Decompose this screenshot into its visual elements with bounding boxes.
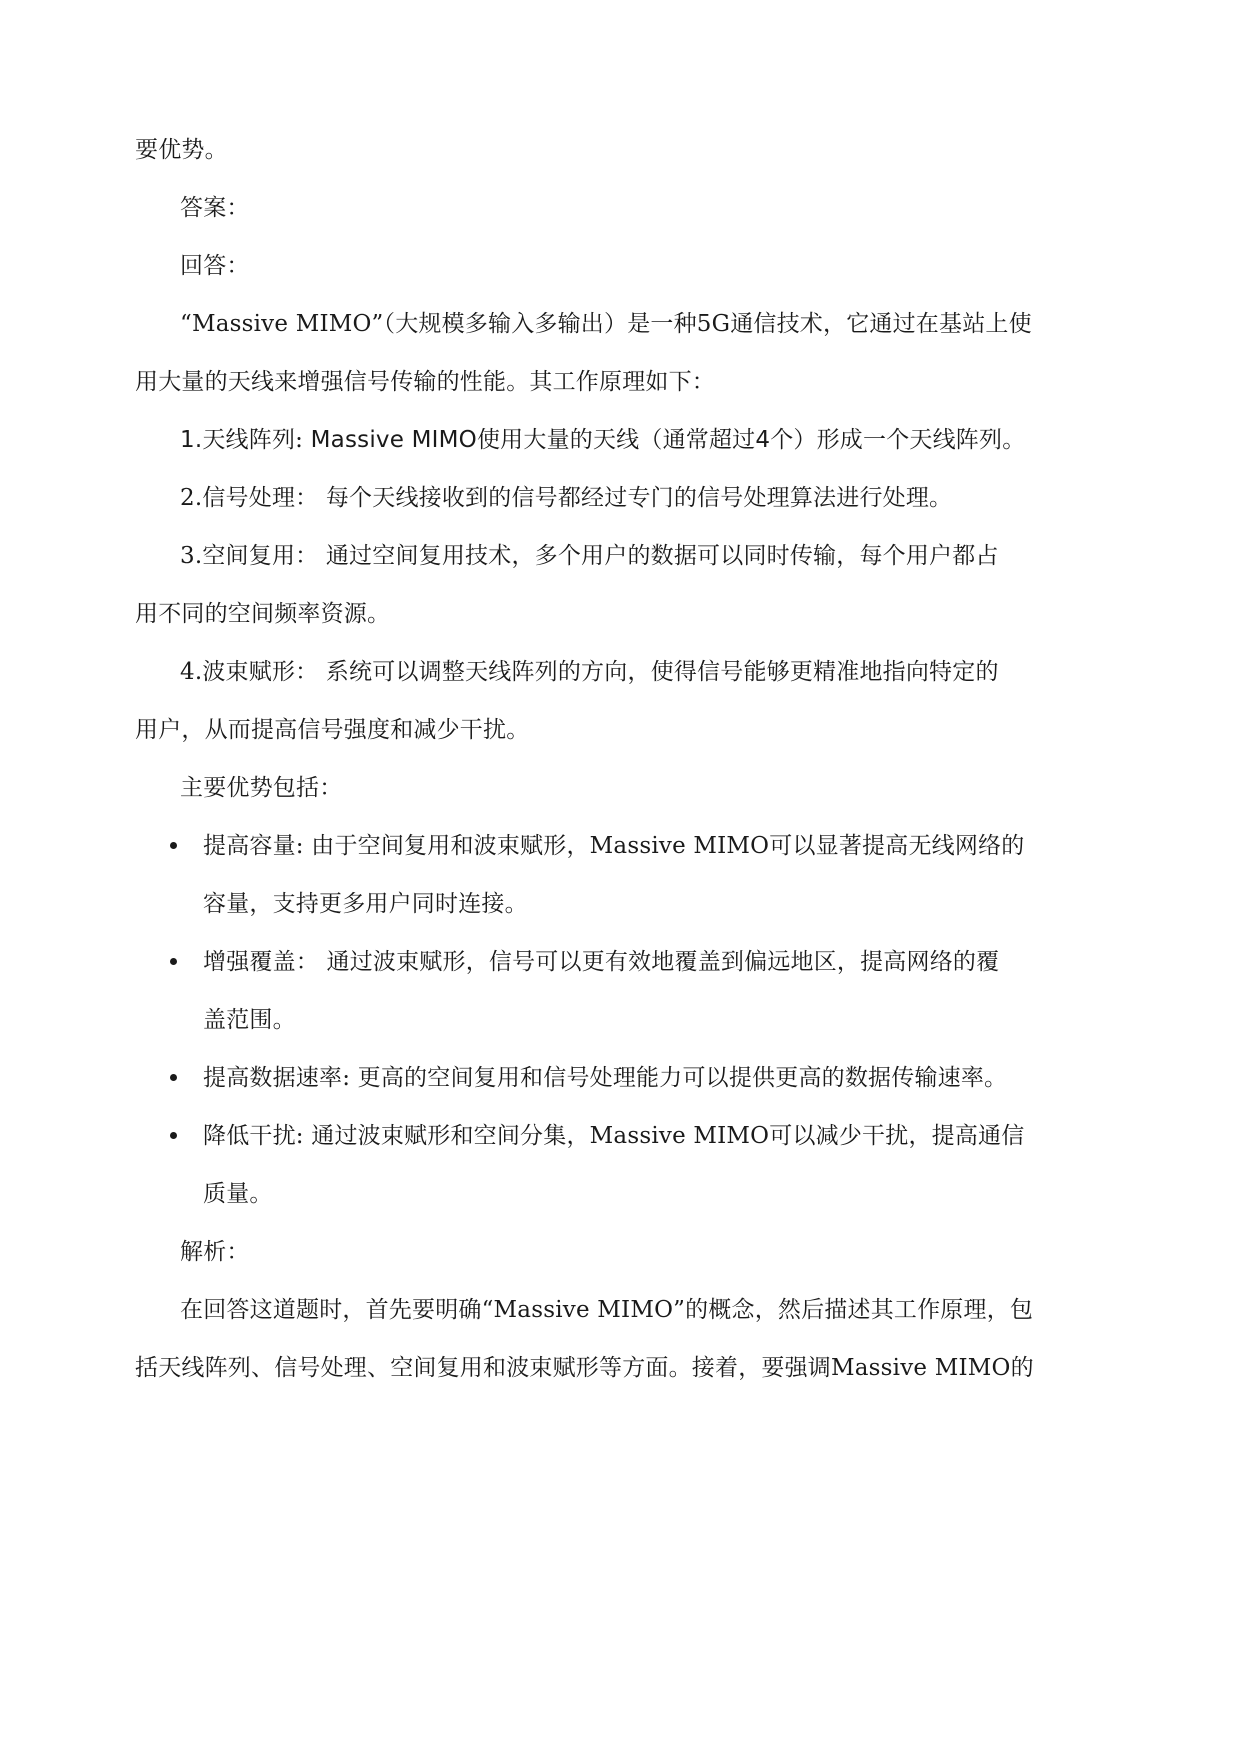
definition-line-2: 用大量的天线来增强信号传输的性能。其工作原理如下： <box>135 369 715 395</box>
intro-tail: 要优势。 <box>135 137 228 163</box>
bullet-icon <box>170 1074 177 1081</box>
advantage-4-line-2: 质量。 <box>203 1181 273 1207</box>
advantages-heading: 主要优势包括： <box>180 775 343 801</box>
advantage-2-line-1: 增强覆盖： 通过波束赋形，信号可以更有效地覆盖到偏远地区，提高网络的覆 <box>203 949 1000 975</box>
principle-4-line-1: 4.波束赋形： 系统可以调整天线阵列的方向，使得信号能够更精准地指向特定的 <box>180 659 999 685</box>
advantage-3-line-1: 提高数据速率: 更高的空间复用和信号处理能力可以提供更高的数据传输速率。 <box>203 1065 1008 1091</box>
analysis-label: 解析： <box>180 1239 250 1265</box>
principle-1-label: 天线阵列: <box>202 427 304 453</box>
bullet-icon <box>170 958 177 965</box>
analysis-line-2: 括天线阵列、信号处理、空间复用和波束赋形等方面。接着，要强调Massive MIMO的 <box>135 1355 1034 1381</box>
principle-3-line-1: 3.空间复用： 通过空间复用技术，多个用户的数据可以同时传输，每个用户都占 <box>180 543 999 569</box>
bullet-icon <box>170 1132 177 1139</box>
analysis-line-1: 在回答这道题时，首先要明确“Massive MIMO”的概念，然后描述其工作原理，包 <box>180 1297 1034 1323</box>
principle-4-line-2: 用户，从而提高信号强度和减少干扰。 <box>135 717 530 743</box>
bullet-icon <box>170 842 177 849</box>
principle-1-text: Massive MIMO使用大量的天线（通常超过4个）形成一个天线阵列。 <box>303 427 1026 453</box>
principle-1 <box>180 425 1025 455</box>
principle-3-line-2: 用不同的空间频率资源。 <box>135 601 391 627</box>
answer-label: 答案： <box>180 195 250 221</box>
definition-line-1: “Massive MIMO”（大规模多输入多输出）是一种5G通信技术，它通过在基站上使 <box>180 311 1032 337</box>
advantage-1-line-2: 容量，支持更多用户同时连接。 <box>203 891 528 917</box>
advantage-1-line-1: 提高容量: 由于空间复用和波束赋形，Massive MIMO可以显著提高无线网络的 <box>203 833 1025 859</box>
principle-1-prefix: 1. <box>180 427 203 453</box>
advantage-2-line-2: 盖范围。 <box>203 1007 296 1033</box>
reply-label: 回答： <box>180 253 250 279</box>
principle-2: 2.信号处理： 每个天线接收到的信号都经过专门的信号处理算法进行处理。 <box>180 485 953 511</box>
advantage-4-line-1: 降低干扰: 通过波束赋形和空间分集，Massive MIMO可以减少干扰，提高通信 <box>203 1123 1025 1149</box>
